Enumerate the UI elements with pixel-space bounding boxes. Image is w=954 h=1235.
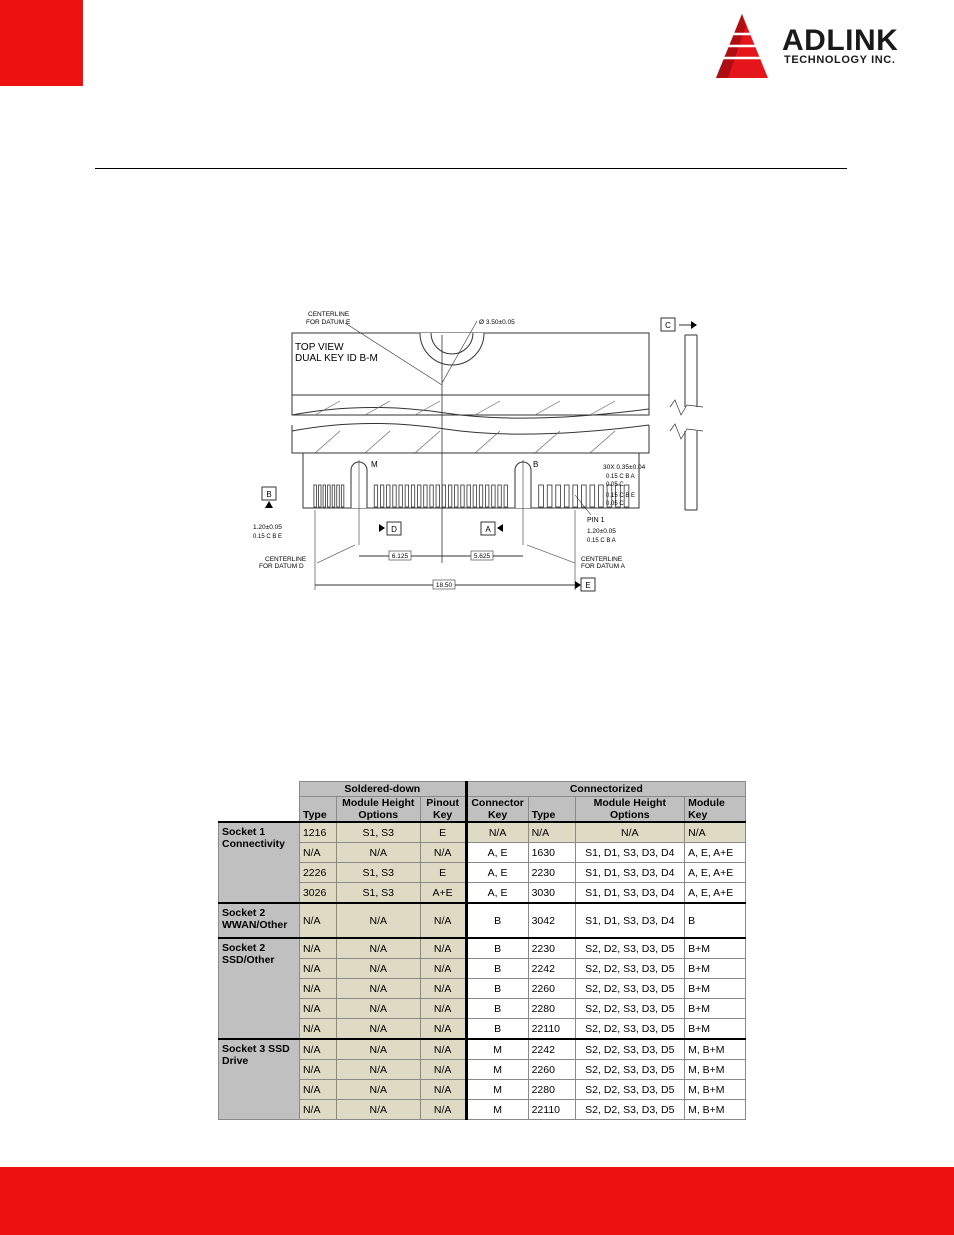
cell-conn-type: 2280 bbox=[528, 999, 575, 1019]
cell-conn-height: S2, D2, S3, D3, D5 bbox=[575, 979, 685, 999]
cell-soldered-height: N/A bbox=[336, 1060, 420, 1080]
logo-tagline: TECHNOLOGY INC. bbox=[784, 54, 896, 66]
socket-module-key-table bbox=[218, 781, 746, 1120]
connector-pin bbox=[411, 485, 414, 507]
cell-module-key: B+M bbox=[685, 959, 746, 979]
cell-soldered-type: N/A bbox=[299, 843, 336, 863]
connector-pin bbox=[323, 485, 326, 507]
connector-pin bbox=[473, 485, 476, 507]
cell-conn-height: S2, D2, S3, D3, D5 bbox=[575, 1100, 685, 1120]
centerline-e-line1: CENTERLINE bbox=[308, 311, 350, 318]
left-tolerance: 0.15 C B E bbox=[253, 534, 283, 540]
cell-connector-key: A, E bbox=[466, 863, 528, 883]
cell-pinout-key: N/A bbox=[420, 1080, 466, 1100]
cell-conn-height: S2, D2, S3, D3, D5 bbox=[575, 1080, 685, 1100]
cell-conn-type: 2260 bbox=[528, 979, 575, 999]
cell-soldered-type: N/A bbox=[299, 1039, 336, 1060]
cell-soldered-height: N/A bbox=[336, 1080, 420, 1100]
cell-conn-type: 3030 bbox=[528, 883, 575, 904]
tolerance-1: 0.15 C B A bbox=[606, 474, 635, 480]
pitch-label: 30X 0.35±0.04 bbox=[603, 464, 646, 471]
centerline-e-line2: FOR DATUM E bbox=[306, 319, 351, 326]
cell-soldered-height: S1, S3 bbox=[336, 863, 420, 883]
cell-connector-key: A, E bbox=[466, 843, 528, 863]
connector-pin bbox=[590, 485, 595, 507]
cell-pinout-key: A+E bbox=[420, 883, 466, 904]
cell-conn-height: S2, D2, S3, D3, D5 bbox=[575, 1060, 685, 1080]
cell-module-key: B+M bbox=[685, 938, 746, 959]
key-m-label: M bbox=[371, 460, 378, 469]
cell-soldered-height: N/A bbox=[336, 938, 420, 959]
cell-conn-height: S1, D1, S3, D3, D4 bbox=[575, 843, 685, 863]
connector-pin bbox=[341, 485, 344, 507]
cell-pinout-key: N/A bbox=[420, 1019, 466, 1040]
right-tolerance: 0.15 C B A bbox=[587, 538, 616, 544]
cell-soldered-type: N/A bbox=[299, 1060, 336, 1080]
connector-pin bbox=[455, 485, 458, 507]
centerline-a-line1: CENTERLINE bbox=[581, 556, 623, 563]
cell-soldered-type: 3026 bbox=[299, 883, 336, 904]
cell-conn-height: S2, D2, S3, D3, D5 bbox=[575, 999, 685, 1019]
connector-pin bbox=[314, 485, 317, 507]
cell-soldered-height: N/A bbox=[336, 979, 420, 999]
adlink-logo bbox=[712, 12, 922, 82]
cell-module-key: A, E, A+E bbox=[685, 863, 746, 883]
cell-conn-type: 2230 bbox=[528, 938, 575, 959]
cell-connector-key: B bbox=[466, 1019, 528, 1040]
cell-conn-height: S2, D2, S3, D3, D5 bbox=[575, 959, 685, 979]
cell-soldered-height: N/A bbox=[336, 999, 420, 1019]
cell-module-key: B bbox=[685, 903, 746, 938]
header-rule bbox=[95, 168, 847, 169]
cell-pinout-key: N/A bbox=[420, 1039, 466, 1060]
dimension-1850: 18.50 bbox=[435, 582, 453, 589]
cell-soldered-type: N/A bbox=[299, 959, 336, 979]
cell-connector-key: B bbox=[466, 938, 528, 959]
cell-connector-key: B bbox=[466, 999, 528, 1019]
cell-conn-height: S1, D1, S3, D3, D4 bbox=[575, 863, 685, 883]
cell-soldered-type: N/A bbox=[299, 1100, 336, 1120]
connector-pin bbox=[448, 485, 451, 507]
col-header-conn-type: Type bbox=[528, 797, 575, 823]
cell-pinout-key: N/A bbox=[420, 959, 466, 979]
cell-connector-key: M bbox=[466, 1039, 528, 1060]
cell-conn-height: N/A bbox=[575, 822, 685, 843]
cell-pinout-key: N/A bbox=[420, 1060, 466, 1080]
col-header-connector-key: Connector Key bbox=[466, 797, 528, 823]
cell-connector-key: B bbox=[466, 979, 528, 999]
cell-module-key: N/A bbox=[685, 822, 746, 843]
cell-soldered-height: N/A bbox=[336, 1039, 420, 1060]
col-header-type: Type bbox=[299, 797, 336, 823]
cell-soldered-height: N/A bbox=[336, 1019, 420, 1040]
cell-soldered-type: N/A bbox=[299, 938, 336, 959]
connector-pin bbox=[418, 485, 421, 507]
cell-conn-height: S1, D1, S3, D3, D4 bbox=[575, 883, 685, 904]
cell-conn-type: 2242 bbox=[528, 959, 575, 979]
connector-pin bbox=[504, 485, 507, 507]
centerline-d-line2: FOR DATUM D bbox=[259, 563, 304, 570]
connector-pin bbox=[380, 485, 383, 507]
connector-pin bbox=[424, 485, 427, 507]
connector-pin bbox=[479, 485, 482, 507]
cell-connector-key: A, E bbox=[466, 883, 528, 904]
cell-pinout-key: N/A bbox=[420, 903, 466, 938]
cell-connector-key: B bbox=[466, 903, 528, 938]
connector-pin bbox=[599, 485, 604, 507]
connector-pin bbox=[328, 485, 331, 507]
col-header-module-height: Module Height Options bbox=[336, 797, 420, 823]
cell-conn-height: S1, D1, S3, D3, D4 bbox=[575, 903, 685, 938]
connector-pin bbox=[486, 485, 489, 507]
cell-connector-key: M bbox=[466, 1080, 528, 1100]
col-header-conn-module-height: Module Height Options bbox=[575, 797, 685, 823]
connector-pin bbox=[442, 485, 445, 507]
cell-pinout-key: E bbox=[420, 822, 466, 843]
cell-module-key: B+M bbox=[685, 1019, 746, 1040]
socket-label: Socket 3 SSD Drive bbox=[219, 1039, 300, 1120]
cell-module-key: A, E, A+E bbox=[685, 883, 746, 904]
connector-pin bbox=[393, 485, 396, 507]
connector-pin bbox=[387, 485, 390, 507]
datum-b-label: B bbox=[266, 490, 272, 499]
cell-conn-type: 2230 bbox=[528, 863, 575, 883]
connector-pin bbox=[374, 485, 377, 507]
cell-module-key: M, B+M bbox=[685, 1100, 746, 1120]
centerline-d-line1: CENTERLINE bbox=[265, 556, 307, 563]
group-header-soldered: Soldered-down bbox=[299, 782, 466, 797]
cell-conn-type: 2260 bbox=[528, 1060, 575, 1080]
cell-conn-type: 2242 bbox=[528, 1039, 575, 1060]
col-header-pinout-key: Pinout Key bbox=[420, 797, 466, 823]
cell-pinout-key: N/A bbox=[420, 843, 466, 863]
connector-pin bbox=[318, 485, 321, 507]
header-red-block bbox=[0, 0, 83, 86]
tolerance-4: 0.05 C bbox=[606, 501, 624, 507]
socket-label: Socket 2 SSD/Other bbox=[219, 938, 300, 1039]
cell-module-key: B+M bbox=[685, 999, 746, 1019]
table-row bbox=[219, 938, 746, 959]
cell-soldered-type: 1216 bbox=[299, 822, 336, 843]
cell-pinout-key: N/A bbox=[420, 979, 466, 999]
cell-soldered-type: N/A bbox=[299, 1080, 336, 1100]
pin1-label: PIN 1 bbox=[587, 517, 605, 524]
key-b-label: B bbox=[533, 460, 539, 469]
connector-pin bbox=[436, 485, 439, 507]
cell-module-key: M, B+M bbox=[685, 1080, 746, 1100]
cell-conn-type: 3042 bbox=[528, 903, 575, 938]
connector-pin bbox=[573, 485, 578, 507]
connector-pin bbox=[547, 485, 552, 507]
datum-a-label: A bbox=[485, 525, 491, 534]
cell-conn-height: S2, D2, S3, D3, D5 bbox=[575, 1039, 685, 1060]
cell-soldered-height: N/A bbox=[336, 959, 420, 979]
cell-pinout-key: N/A bbox=[420, 999, 466, 1019]
connector-pin bbox=[556, 485, 561, 507]
socket-label: Socket 2 WWAN/Other bbox=[219, 903, 300, 938]
dimension-5625: 5.625 bbox=[473, 553, 491, 560]
cell-module-key: M, B+M bbox=[685, 1060, 746, 1080]
cell-pinout-key: N/A bbox=[420, 1100, 466, 1120]
connector-pin bbox=[332, 485, 335, 507]
table-row bbox=[219, 903, 746, 938]
datum-e-label: E bbox=[585, 581, 591, 590]
cell-conn-type: 22110 bbox=[528, 1100, 575, 1120]
cell-connector-key: N/A bbox=[466, 822, 528, 843]
tolerance-3: 0.15 C B E bbox=[606, 493, 636, 499]
tolerance-2: 0.05 C bbox=[606, 482, 624, 488]
view-title-line1: TOP VIEW bbox=[295, 342, 344, 353]
footer-red-bar bbox=[0, 1167, 954, 1235]
logo-wordmark: ADLINK bbox=[782, 24, 899, 57]
cell-soldered-height: N/A bbox=[336, 903, 420, 938]
right-dimension: 1.20±0.05 bbox=[587, 528, 616, 535]
cell-soldered-type: N/A bbox=[299, 1019, 336, 1040]
connector-pin bbox=[461, 485, 464, 507]
dimension-6125: 6.125 bbox=[391, 553, 409, 560]
group-header-connectorized: Connectorized bbox=[466, 782, 745, 797]
cell-pinout-key: E bbox=[420, 863, 466, 883]
centerline-a-line2: FOR DATUM A bbox=[581, 563, 625, 570]
view-title-line2: DUAL KEY ID B-M bbox=[295, 353, 378, 364]
datum-d-label: D bbox=[391, 525, 397, 534]
connector-pin bbox=[405, 485, 408, 507]
cell-soldered-height: N/A bbox=[336, 843, 420, 863]
cell-module-key: A, E, A+E bbox=[685, 843, 746, 863]
left-dimension: 1.20±0.05 bbox=[253, 524, 282, 531]
cell-conn-type: 1630 bbox=[528, 843, 575, 863]
cell-conn-height: S2, D2, S3, D3, D5 bbox=[575, 1019, 685, 1040]
cell-module-key: M, B+M bbox=[685, 1039, 746, 1060]
cell-conn-type: 22110 bbox=[528, 1019, 575, 1040]
cell-module-key: B+M bbox=[685, 979, 746, 999]
connector-pin bbox=[399, 485, 402, 507]
adlink-pyramid-icon bbox=[712, 12, 776, 80]
m2-module-top-view-drawing bbox=[245, 305, 715, 600]
connector-pin bbox=[498, 485, 501, 507]
table-row bbox=[219, 822, 746, 843]
connector-pin bbox=[467, 485, 470, 507]
col-header-module-key: Module Key bbox=[685, 797, 746, 823]
connector-pin bbox=[492, 485, 495, 507]
cell-soldered-height: S1, S3 bbox=[336, 822, 420, 843]
socket-label: Socket 1 Connectivity bbox=[219, 822, 300, 903]
cell-soldered-height: S1, S3 bbox=[336, 883, 420, 904]
cell-conn-type: 2280 bbox=[528, 1080, 575, 1100]
connector-pin bbox=[539, 485, 544, 507]
connector-pin bbox=[564, 485, 569, 507]
cell-connector-key: M bbox=[466, 1060, 528, 1080]
datum-c-label: C bbox=[665, 321, 671, 330]
cell-soldered-height: N/A bbox=[336, 1100, 420, 1120]
cell-conn-height: S2, D2, S3, D3, D5 bbox=[575, 938, 685, 959]
cell-connector-key: M bbox=[466, 1100, 528, 1120]
table-row bbox=[219, 1039, 746, 1060]
connector-pin bbox=[430, 485, 433, 507]
cell-connector-key: B bbox=[466, 959, 528, 979]
cell-soldered-type: 2226 bbox=[299, 863, 336, 883]
diameter-label: Ø 3.50±0.05 bbox=[479, 319, 515, 326]
cell-conn-type: N/A bbox=[528, 822, 575, 843]
cell-soldered-type: N/A bbox=[299, 999, 336, 1019]
cell-soldered-type: N/A bbox=[299, 979, 336, 999]
connector-pin bbox=[337, 485, 340, 507]
cell-soldered-type: N/A bbox=[299, 903, 336, 938]
cell-pinout-key: N/A bbox=[420, 938, 466, 959]
